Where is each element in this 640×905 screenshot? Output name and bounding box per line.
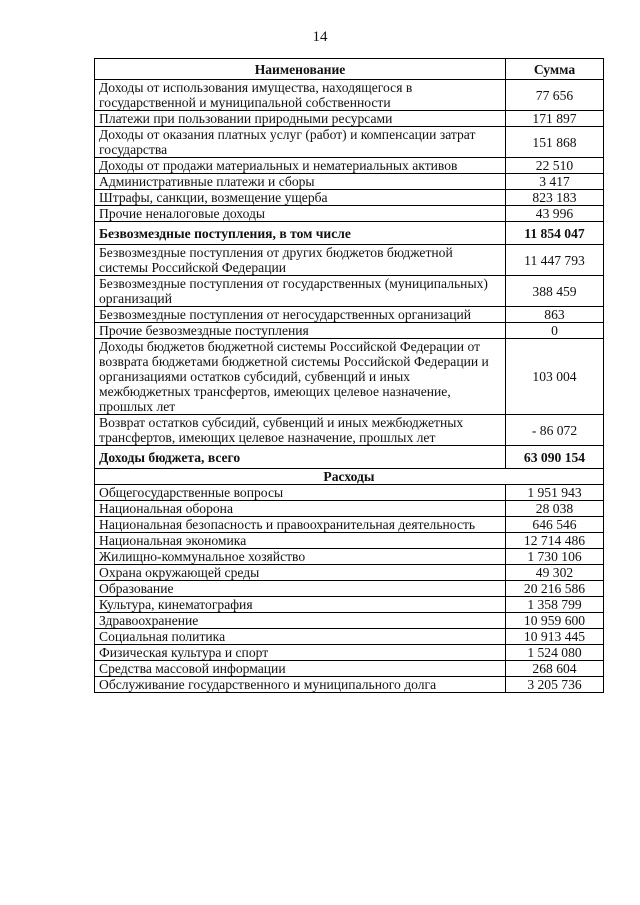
row-name: Охрана окружающей среды	[95, 565, 506, 581]
table-row	[95, 111, 604, 127]
table-row	[95, 80, 604, 111]
row-name: Доходы от использования имущества, находящегося в государственной и муниципальной собственности	[95, 80, 506, 111]
row-name: Здравоохранение	[95, 613, 506, 629]
table-row	[95, 415, 604, 446]
table-row	[95, 613, 604, 629]
table-row	[95, 533, 604, 549]
row-name: Доходы от оказания платных услуг (работ) и компенсации затрат государства	[95, 127, 506, 158]
table-row	[95, 206, 604, 222]
row-name: Безвозмездные поступления от негосударственных организаций	[95, 307, 506, 323]
row-name: Культура, кинематография	[95, 597, 506, 613]
row-sum: 1 358 799	[506, 597, 604, 613]
row-sum: 1 730 106	[506, 549, 604, 565]
row-sum: 10 913 445	[506, 629, 604, 645]
row-name: Социальная политика	[95, 629, 506, 645]
table-body	[95, 80, 604, 693]
table-row	[95, 565, 604, 581]
row-sum: 63 090 154	[506, 446, 604, 469]
table-row	[95, 446, 604, 469]
row-sum: 1 951 943	[506, 485, 604, 501]
header-name: Наименование	[95, 59, 506, 80]
row-name: Возврат остатков субсидий, субвенций и иных межбюджетных трансфертов, имеющих целевое назначение, прошлых лет	[95, 415, 506, 446]
row-sum: 151 868	[506, 127, 604, 158]
table-row	[95, 245, 604, 276]
table-row	[95, 645, 604, 661]
row-sum: 11 447 793	[506, 245, 604, 276]
header-sum: Сумма	[506, 59, 604, 80]
row-name: Доходы от продажи материальных и нематериальных активов	[95, 158, 506, 174]
table-row	[95, 677, 604, 693]
row-sum: 103 004	[506, 339, 604, 415]
row-sum: 49 302	[506, 565, 604, 581]
table-row	[95, 501, 604, 517]
row-sum: 11 854 047	[506, 222, 604, 245]
row-name: Административные платежи и сборы	[95, 174, 506, 190]
table-header-row	[95, 59, 604, 80]
row-name: Национальная оборона	[95, 501, 506, 517]
row-sum: 28 038	[506, 501, 604, 517]
row-sum: 823 183	[506, 190, 604, 206]
row-sum: 646 546	[506, 517, 604, 533]
table-row	[95, 190, 604, 206]
table-row	[95, 629, 604, 645]
row-sum: 0	[506, 323, 604, 339]
table-row	[95, 469, 604, 485]
table-row	[95, 222, 604, 245]
row-name: Национальная безопасность и правоохранительная деятельность	[95, 517, 506, 533]
row-name: Безвозмездные поступления от других бюджетов бюджетной системы Российской Федерации	[95, 245, 506, 276]
table-row	[95, 339, 604, 415]
row-name: Обслуживание государственного и муниципального долга	[95, 677, 506, 693]
row-sum: 43 996	[506, 206, 604, 222]
table-row	[95, 517, 604, 533]
section-heading: Расходы	[95, 469, 604, 485]
row-sum: 388 459	[506, 276, 604, 307]
row-name: Платежи при пользовании природными ресурсами	[95, 111, 506, 127]
row-sum: - 86 072	[506, 415, 604, 446]
row-sum: 77 656	[506, 80, 604, 111]
row-name: Штрафы, санкции, возмещение ущерба	[95, 190, 506, 206]
table-row	[95, 323, 604, 339]
row-name: Физическая культура и спорт	[95, 645, 506, 661]
table-row	[95, 661, 604, 677]
table-row	[95, 307, 604, 323]
row-name: Безвозмездные поступления, в том числе	[95, 222, 506, 245]
row-sum: 20 216 586	[506, 581, 604, 597]
row-name: Доходы бюджетов бюджетной системы Российской Федерации от возврата бюджетами бюджетной системы Российской Федерации и организациями остатков субсидий, субвенций и иных межбюджетных трансфертов, имеющих целевое назначение, прошлых лет	[95, 339, 506, 415]
row-name: Прочие безвозмездные поступления	[95, 323, 506, 339]
row-name: Жилищно-коммунальное хозяйство	[95, 549, 506, 565]
row-name: Средства массовой информации	[95, 661, 506, 677]
row-sum: 1 524 080	[506, 645, 604, 661]
table-row	[95, 485, 604, 501]
row-name: Прочие неналоговые доходы	[95, 206, 506, 222]
row-sum: 12 714 486	[506, 533, 604, 549]
row-name: Безвозмездные поступления от государственных (муниципальных) организаций	[95, 276, 506, 307]
row-name: Общегосударственные вопросы	[95, 485, 506, 501]
row-name: Национальная экономика	[95, 533, 506, 549]
row-name: Доходы бюджета, всего	[95, 446, 506, 469]
row-sum: 10 959 600	[506, 613, 604, 629]
row-sum: 268 604	[506, 661, 604, 677]
row-sum: 171 897	[506, 111, 604, 127]
table-row	[95, 158, 604, 174]
table-row	[95, 127, 604, 158]
table-row	[95, 549, 604, 565]
budget-table	[94, 58, 604, 693]
row-sum: 863	[506, 307, 604, 323]
row-sum: 3 205 736	[506, 677, 604, 693]
table-row	[95, 174, 604, 190]
row-name: Образование	[95, 581, 506, 597]
row-sum: 3 417	[506, 174, 604, 190]
row-sum: 22 510	[506, 158, 604, 174]
table-row	[95, 597, 604, 613]
table-row	[95, 276, 604, 307]
page-number: 14	[312, 29, 328, 45]
table-row	[95, 581, 604, 597]
